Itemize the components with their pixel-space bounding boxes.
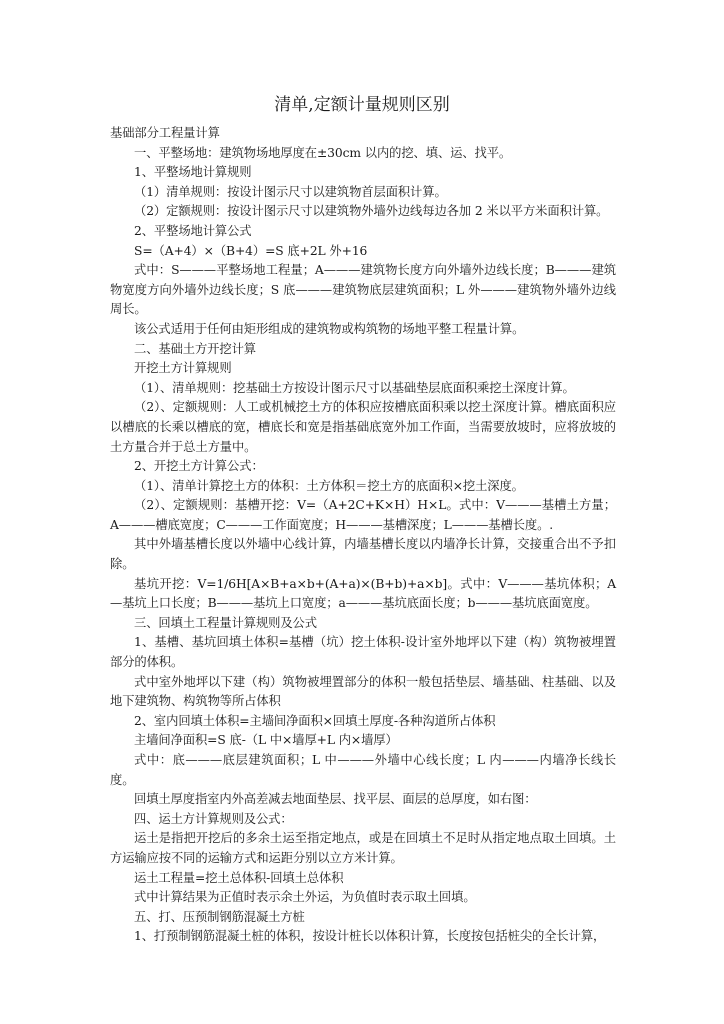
paragraph: （1）、清单计算挖土方的体积：土方体积＝挖土方的底面积×挖土深度。	[134, 478, 524, 493]
paragraph: 五、打、压预制钢筋混凝土方桩	[134, 909, 305, 924]
paragraph: S=（A+4）×（B+4）=S 底+2L 外+16	[134, 243, 368, 258]
paragraph: 其中外墙基槽长度以外墙中心线计算，内墙基槽长度以内墙净长计算，交接重合出不予扣除。	[110, 537, 616, 572]
paragraph: 基坑开挖：V=1/6H[A×B+a×b+(A+a)×(B+b)+a×b]。式中：V———基坑体积；A—基坑上口长度；B———基坑上口宽度；a———基坑底面长度；b———基坑底面宽度。	[110, 576, 616, 611]
paragraph: 二、基础土方开挖计算	[134, 341, 256, 356]
paragraph: 四、运土方计算规则及公式：	[134, 811, 293, 826]
paragraph: 式中室外地坪以下建（构）筑物被埋置部分的体积一般包括垫层、墙基础、柱基础、以及地下建筑物、构筑物等所占体积	[110, 674, 616, 709]
paragraph: 三、回填土工程量计算规则及公式	[134, 615, 317, 630]
paragraph: 回填土厚度指室内外高差减去地面垫层、找平层、面层的总厚度，如右图：	[134, 792, 537, 807]
paragraph: 1、打预制钢筋混凝土桩的体积，按设计桩长以体积计算，长度按包括桩尖的全长计算，	[134, 929, 606, 944]
paragraph: 运土是指把开挖后的多余土运至指定地点，或是在回填土不足时从指定地点取土回填。土方运输应按不同的运输方式和运距分别以立方米计算。	[110, 831, 616, 865]
paragraph: 式中计算结果为正值时表示余土外运，为负值时表示取土回填。	[134, 890, 476, 905]
paragraph: （2）定额规则：按设计图示尺寸以建筑物外墙外边线每边各加 2 米以平方米面积计算。	[134, 204, 609, 219]
paragraph: 主墙间净面积=S 底-（L 中×墙厚+L 内×墙厚）	[134, 733, 398, 748]
paragraph: 1、基槽、基坑回填土体积=基槽（坑）挖土体积-设计室外地坪以下建（构）筑物被埋置部分的体积。	[110, 635, 616, 670]
paragraph: （2）、定额规则：基槽开挖：V=（A+2C+K×H）H×L。式中：V———基槽土方量；A———槽底宽度；C———工作面宽度；H———基槽深度；L———基槽长度。.	[110, 498, 616, 532]
paragraph: 开挖土方计算规则	[134, 361, 232, 376]
document-body	[110, 124, 616, 947]
paragraph: 基础部分工程量计算	[110, 126, 220, 140]
paragraph: 2、平整场地计算公式	[134, 223, 252, 238]
paragraph: 式中：底———底层建筑面积；L 中———外墙中心线长度；L 内———内墙净长线长度。	[110, 753, 616, 787]
paragraph: （1）清单规则：按设计图示尺寸以建筑物首层面积计算。	[134, 184, 447, 199]
paragraph: 一、平整场地：建筑物场地厚度在±30cm 以内的挖、填、运、找平。	[134, 145, 512, 160]
paragraph: 该公式适用于任何由矩形组成的建筑物或构筑物的场地平整工程量计算。	[134, 321, 525, 336]
paragraph: 1、平整场地计算规则	[134, 165, 252, 180]
paragraph: 2、室内回填土体积=主墙间净面积×回填土厚度-各种沟道所占体积	[134, 713, 496, 728]
paragraph: 2、开挖土方计算公式：	[134, 459, 264, 474]
paragraph: 运土工程量=挖土总体积-回填土总体积	[134, 870, 344, 885]
paragraph: （1）、清单规则：挖基础土方按设计图示尺寸以基础垫层底面积乘挖土深度计算。	[134, 380, 575, 395]
paragraph: （2）、定额规则：人工或机械挖土方的体积应按槽底面积乘以挖土深度计算。槽底面积应以槽底的长乘以槽底的宽，槽底长和宽是指基础底宽外加工作面，当需要放坡时，应将放坡的土方量合并于总土方量中。	[110, 400, 616, 454]
paragraph: 式中：S———平整场地工程量；A———建筑物长度方向外墙外边线长度；B———建筑物宽度方向外墙外边线长度；S 底———建筑物底层建筑面积；L 外———建筑物外墙外边线周长。	[110, 263, 616, 317]
document-title: 清单,定额计量规则区别	[274, 95, 450, 115]
